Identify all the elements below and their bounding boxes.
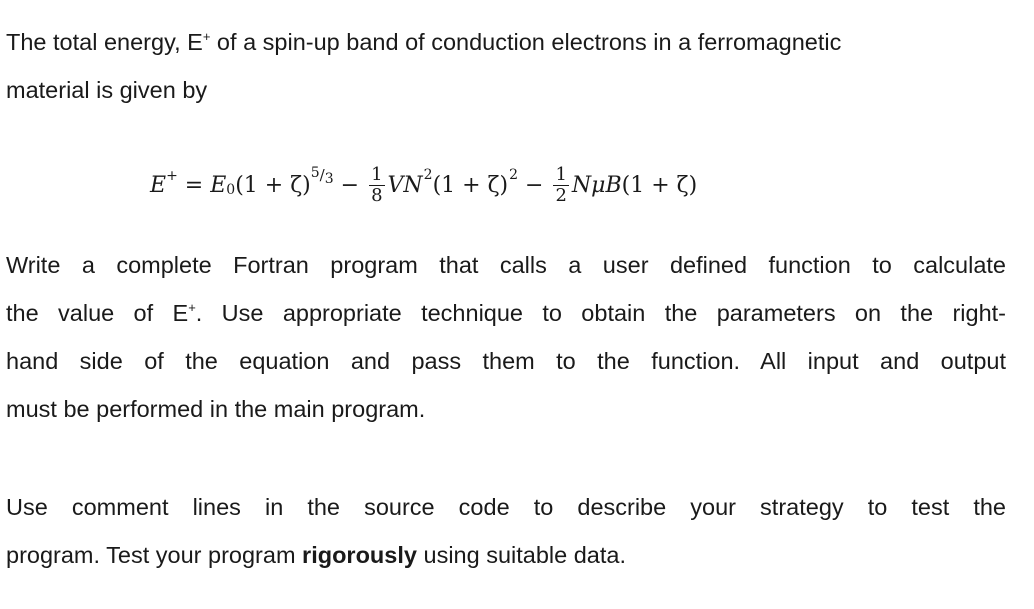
intro-line-2: material is given by	[6, 77, 208, 103]
eq-term3-variable: NμB	[571, 172, 622, 198]
energy-equation	[150, 150, 697, 220]
eq-fraction-one-eighth: $\frac{1}{8}$	[371, 163, 383, 206]
superscript-plus: +	[188, 300, 196, 315]
eq-e0-subscript: 0	[226, 182, 236, 198]
eq-term3-paren: (1 + ζ)	[621, 172, 698, 198]
eq-term1-paren: (1 + ζ)	[235, 172, 311, 198]
task-line-1: Write a complete Fortran program that calls a user defined function to calculate	[6, 252, 1006, 278]
eq-term2-variable: VN	[387, 172, 423, 198]
eq-fraction-one-half: $\frac{1}{2}$	[555, 163, 567, 206]
test-paragraph	[6, 483, 1006, 579]
eq-term1-exponent: 5/3	[310, 165, 334, 187]
eq-term2-paren-exponent: 2	[509, 167, 519, 183]
test-line-2: program. Test your program rigorously using suitable data.	[6, 542, 627, 568]
emphasis-rigorously: rigorously	[302, 542, 417, 568]
eq-term2-paren: (1 + ζ)	[432, 172, 509, 198]
eq-lhs-variable: E	[150, 172, 167, 198]
intro-paragraph	[6, 18, 1006, 114]
intro-line-1: The total energy, E+ of a spin-up band of conduction electrons in a ferromagnetic	[6, 29, 842, 55]
eq-lhs-superscript: +	[166, 168, 178, 184]
eq-minus-sign-2: −	[525, 172, 544, 198]
task-paragraph	[6, 241, 1006, 433]
superscript-plus: +	[202, 29, 211, 44]
test-line-1: Use comment lines in the source code to describe your strategy to test the	[6, 494, 1006, 520]
eq-e0-variable: E	[210, 172, 227, 198]
eq-term2-exponent: 2	[423, 167, 433, 183]
task-line-2: the value of E+. Use appropriate technique to obtain the parameters on the right-	[6, 300, 1006, 326]
eq-equals-sign: =	[184, 172, 204, 198]
task-line-3: hand side of the equation and pass them to the function. All input and output	[6, 348, 1006, 374]
eq-minus-sign-1: −	[340, 172, 360, 198]
task-line-4: must be performed in the main program.	[6, 396, 426, 422]
